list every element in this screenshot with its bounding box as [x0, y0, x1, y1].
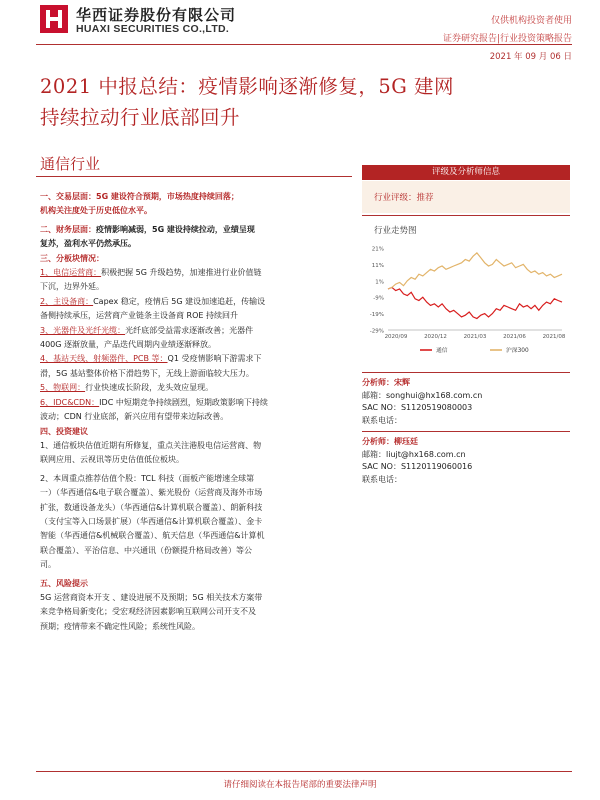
- sector-item-lead: 4、基站天线、射频器件、PCB 等：: [40, 354, 168, 364]
- series-line: [388, 287, 562, 318]
- analyst-sac: S1120519080003: [400, 403, 473, 412]
- analyst-sac: S1120119060016: [400, 462, 473, 471]
- sector-item-text: 备侧持续承压，运营商产业链条主设备商 ROE 持续回升: [40, 311, 238, 321]
- analyst-name: 柳珏廷: [394, 437, 418, 446]
- audience-note: 仅供机构投资者使用: [490, 16, 572, 26]
- invest-line: （支付宝等入口场景扩展）（华西通信&计算机联合覆盖）、金卡: [40, 516, 263, 526]
- rating-panel-header: 评级及分析师信息: [362, 165, 570, 180]
- x-tick-label: 2020/09: [384, 334, 408, 340]
- invest-line: 联合覆盖）、平治信息、中兴通讯（份额提升格局改善）等公: [40, 545, 252, 555]
- analyst-email: songhui@hx168.com.cn: [386, 390, 483, 400]
- risk-line: 预期；疫情带来不确定性风险；系统性风险。: [40, 621, 200, 631]
- report-title-line2: 持续拉动行业底部回升: [40, 106, 241, 129]
- section-finance-text: 疫情影响减弱，5G 建设持续拉动，业绩呈现: [96, 224, 255, 234]
- phone-label: 联系电话：: [362, 415, 402, 425]
- industry-label: 通信行业: [40, 155, 101, 173]
- trend-chart-title: 行业走势图: [374, 226, 417, 236]
- sector-item-lead: 3、光器件及光纤光缆：: [40, 325, 126, 335]
- invest-line: 扩张，数通设备龙头）（华西通信&计算机联合覆盖）、朗新科技: [40, 502, 263, 512]
- industry-trend-chart: [362, 240, 570, 362]
- sac-label: SAC NO：: [362, 403, 401, 412]
- y-tick-label: -29%: [369, 328, 384, 335]
- section-risk-heading: 五、风险提示: [40, 578, 88, 588]
- analyst-label: 分析师：: [362, 378, 394, 387]
- analyst-card: [362, 372, 570, 427]
- company-name-cn: 华西证券股份有限公司: [76, 6, 237, 24]
- sector-item-text: 积极把握 5G 升级趋势，加速推进行业价值链: [101, 268, 262, 278]
- sector-item-text: 光纤底部受益需求逐渐改善；光器件: [125, 325, 254, 335]
- risk-line: 5G 运营商资本开支 、建设进展不及预期；5G 相关技术方案带: [40, 592, 263, 602]
- series-line: [388, 253, 562, 289]
- legend-label: 通信: [436, 348, 448, 354]
- report-type: 证券研究报告|行业投资策略报告: [442, 34, 572, 44]
- sector-item-text: 滑，5G 基站整体价格下滑趋势下，无线上游面临较大压力。: [40, 368, 254, 378]
- sector-item-text: 行业快速成长阶段，龙头效应显现。: [85, 383, 214, 393]
- section-finance-text2: 复苏，盈利水平仍然承压。: [40, 239, 136, 249]
- industry-rating: 行业评级：推荐: [374, 193, 434, 203]
- analyst-name: 宋辉: [394, 378, 410, 387]
- sac-label: SAC NO：: [362, 462, 401, 471]
- invest-line: 一）（华西通信&电子联合覆盖）、紫光股份（运营商及海外市场: [40, 488, 263, 498]
- section-invest-heading: 四、投资建议: [40, 426, 88, 436]
- phone-label: 联系电话：: [362, 474, 402, 484]
- analyst-card: [362, 431, 570, 486]
- analyst-label: 分析师：: [362, 437, 394, 446]
- huaxi-logo-icon: [40, 5, 68, 33]
- legend-label: 沪深300: [506, 348, 529, 354]
- x-tick-label: 2021/03: [463, 334, 487, 340]
- analyst-email: liujt@hx168.com.cn: [386, 449, 466, 459]
- section-trading-text2: 机构关注度处于历史低位水平。: [40, 206, 152, 216]
- header-rule: [36, 44, 572, 45]
- section-sectors-heading: 三、分板块情况：: [40, 253, 104, 263]
- email-label: 邮箱：: [362, 449, 386, 459]
- x-tick-label: 2021/08: [542, 334, 566, 340]
- risk-line: 来竞争格局新变化；受宏观经济因素影响互联网公司开支不及: [40, 607, 256, 617]
- invest-line: 司。: [40, 560, 56, 570]
- y-tick-label: 1%: [375, 279, 384, 286]
- y-tick-label: -19%: [369, 312, 384, 319]
- y-tick-label: 21%: [371, 246, 384, 253]
- sector-item-lead: 2、主设备商：: [40, 296, 94, 306]
- x-tick-label: 2021/06: [503, 334, 526, 340]
- report-body: [40, 190, 346, 634]
- sector-item-text: 波动；CDN 行业底部，新兴应用有望带来边际改善。: [40, 412, 229, 422]
- report-title-line1: 2021 中报总结：疫情影响逐渐修复，5G 建网: [40, 75, 455, 98]
- sector-item-text: IDC 中短期竞争持续剧烈，短期政策影响下持续: [99, 397, 268, 407]
- sector-item-lead: 6、IDC&CDN：: [40, 397, 100, 407]
- section-finance-heading: 二、财务层面：: [40, 224, 96, 234]
- y-tick-label: 11%: [371, 262, 384, 269]
- sector-item-text: Capex 稳定，疫情后 5G 建设加速追赶，传输设: [93, 296, 266, 306]
- footer-rule: [36, 771, 572, 772]
- sector-item-lead: 5、物联网：: [40, 383, 86, 393]
- industry-rule: [36, 176, 352, 177]
- invest-line: 2、本周重点推荐估值个股：TCL 科技（面板产能增速全球第: [40, 473, 255, 483]
- company-name-en: HUAXI SECURITIES CO.,LTD.: [76, 23, 230, 35]
- invest-line: 联网应用、云视讯等历史估值低位板块。: [40, 455, 184, 465]
- sector-item-text: 下沉，边界外延。: [40, 282, 104, 292]
- y-tick-label: -9%: [373, 295, 384, 302]
- section-trading-heading: 一、交易层面：: [40, 192, 96, 201]
- x-tick-label: 2020/12: [424, 334, 447, 340]
- sector-item-text: 400G 逐渐放量，产品迭代周期内业绩逐渐释放。: [40, 340, 217, 350]
- report-date: 2021 年 09 月 06 日: [489, 52, 572, 62]
- email-label: 邮箱：: [362, 390, 386, 400]
- invest-line: 1、通信板块估值近期有所修复，重点关注港股电信运营商、物: [40, 440, 262, 450]
- invest-line: 智能（华西通信&机械联合覆盖）、航天信息（华西通信&计算机: [40, 531, 265, 541]
- legal-notice: 请仔细阅读在本报告尾部的重要法律声明: [223, 780, 377, 790]
- sector-item-lead: 1、电信运营商：: [40, 268, 102, 278]
- sector-item-text: Q1 受疫情影响下游需求下: [167, 354, 262, 364]
- section-trading-text: 5G 建设符合预期，市场热度持续回落；: [96, 192, 239, 201]
